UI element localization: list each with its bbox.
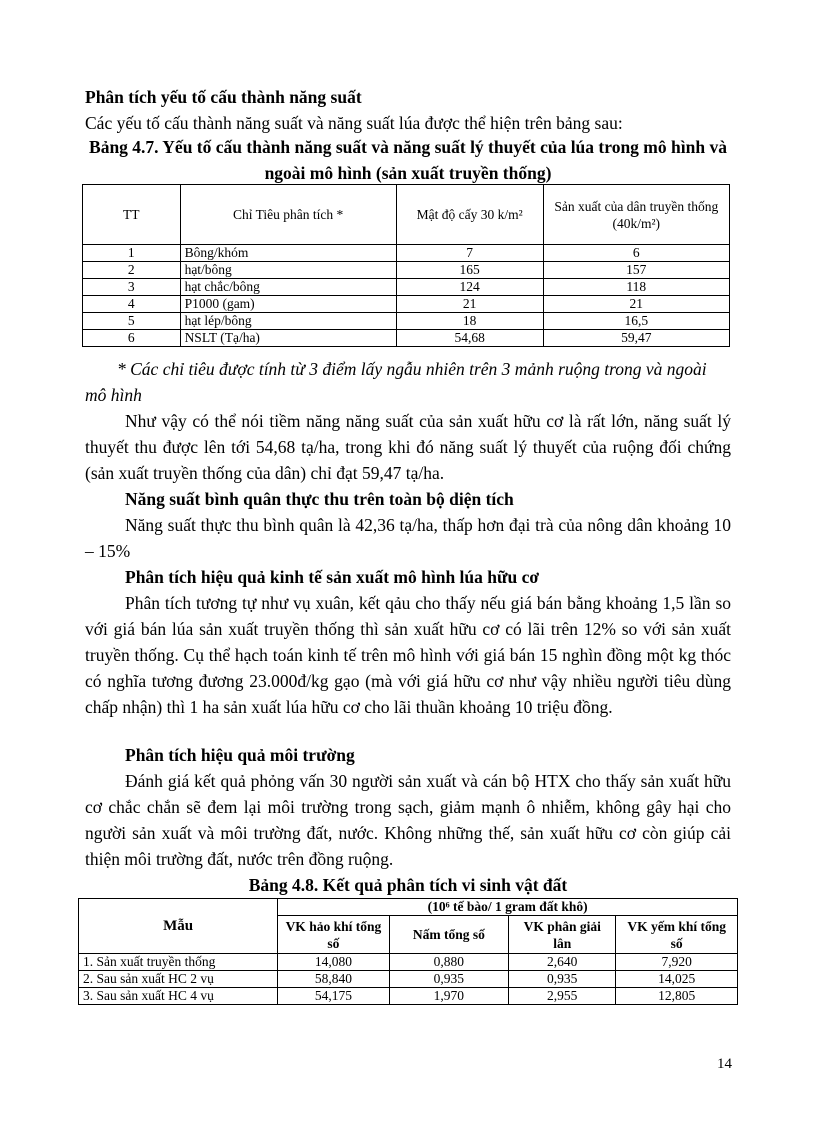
table-row — [83, 245, 730, 262]
cell-model: 124 — [396, 279, 543, 296]
cell-phosphate: 2,955 — [509, 988, 616, 1005]
table1-footnote: * Các chỉ tiêu được tính từ 3 điểm lấy ngẫu nhiên trên 3 mảnh ruộng trong và ngoài mô hình — [85, 359, 707, 405]
table-row — [83, 296, 730, 313]
cell-anaerobic: 12,805 — [616, 988, 738, 1005]
cell-indicator: P1000 (gam) — [180, 296, 396, 313]
paragraph-potential-yield: Như vậy có thể nói tiềm năng năng suất của sản xuất hữu cơ là rất lớn, năng suất lý thuyết thu được lên tới 54,68 tạ/ha, trong khi đó năng suất lý thuyết của ruộng đối chứng (sản xuất truyền thống của dân) chỉ đạt 59,47 tạ/ha. — [85, 411, 731, 483]
cell-anaerobic: 14,025 — [616, 971, 738, 988]
cell-sample: 2. Sau sản xuất HC 2 vụ — [79, 971, 278, 988]
cell-tt: 6 — [83, 330, 181, 347]
col-header-anaerobic: VK yếm khí tổng số — [616, 916, 738, 954]
cell-indicator: hạt chắc/bông — [180, 279, 396, 296]
cell-aerobic: 58,840 — [278, 971, 389, 988]
cell-indicator: NSLT (Tạ/ha) — [180, 330, 396, 347]
heading-environmental-efficiency: Phân tích hiệu quả môi trường — [125, 745, 355, 765]
heading-average-yield: Năng suất bình quân thực thu trên toàn bộ diện tích — [125, 489, 514, 509]
yield-components-table — [82, 184, 730, 347]
table-row — [83, 279, 730, 296]
paragraph-economic-efficiency: Phân tích tương tự như vụ xuân, kết qảu cho thấy nếu giá bán bằng khoảng 1,5 lần so với giá bán lúa sản xuất truyền thống thì sản xuất hữu cơ có lãi trên 12% so với sản xuất truyền thống. Cụ thể hạch toán kinh tế trên mô hình với giá bán 15 nghìn đồng một kg thóc có nghĩa tương đương 23.000đ/kg gạo (mà với giá hữu cơ như vậy nhiều người tiêu dùng chấp nhận) thì 1 ha sản xuất lúa hữu cơ cho lãi thuần khoảng 10 triệu đồng. — [85, 593, 731, 717]
cell-indicator: hạt/bông — [180, 262, 396, 279]
table2-title: Bảng 4.8. Kết quả phân tích vi sinh vật đất — [248, 875, 568, 895]
table-row — [83, 262, 730, 279]
cell-sample: 3. Sau sản xuất HC 4 vụ — [79, 988, 278, 1005]
cell-model: 21 — [396, 296, 543, 313]
cell-tt: 5 — [83, 313, 181, 330]
cell-fungi: 1,970 — [389, 988, 509, 1005]
cell-phosphate: 2,640 — [509, 954, 616, 971]
cell-fungi: 0,880 — [389, 954, 509, 971]
paragraph-average-yield: Năng suất thực thu bình quân là 42,36 tạ/ha, thấp hơn đại trà của nông dân khoảng 10 – 15% — [85, 515, 731, 561]
intro-text: Các yếu tố cấu thành năng suất và năng suất lúa được thể hiện trên bảng sau: — [85, 113, 623, 133]
cell-tt: 3 — [83, 279, 181, 296]
col-header-tt: TT — [83, 185, 181, 245]
col-header-fungi: Nấm tổng số — [389, 916, 509, 954]
cell-model: 7 — [396, 245, 543, 262]
table-row — [79, 988, 738, 1005]
cell-fungi: 0,935 — [389, 971, 509, 988]
table1-title: Bảng 4.7. Yếu tố cấu thành năng suất và năng suất lý thuyết của lúa trong mô hình và ngoài mô hình (sản xuất truyền thống) — [89, 137, 727, 183]
cell-phosphate: 0,935 — [509, 971, 616, 988]
col-header-sample: Mẫu — [79, 899, 278, 954]
table-row — [79, 954, 738, 971]
heading-yield-components: Phân tích yếu tố cấu thành năng suất — [85, 87, 362, 107]
heading-economic-efficiency: Phân tích hiệu quả kinh tế sản xuất mô hình lúa hữu cơ — [125, 567, 540, 587]
cell-tt: 2 — [83, 262, 181, 279]
soil-microbe-table — [78, 898, 738, 1005]
cell-aerobic: 14,080 — [278, 954, 389, 971]
page-number: 14 — [717, 1056, 732, 1072]
col-header-aerobic: VK hảo khí tổng số — [278, 916, 389, 954]
cell-model: 18 — [396, 313, 543, 330]
cell-farmer: 157 — [543, 262, 729, 279]
cell-farmer: 16,5 — [543, 313, 729, 330]
cell-farmer: 21 — [543, 296, 729, 313]
cell-farmer: 118 — [543, 279, 729, 296]
col-header-unit: (10⁶ tế bào/ 1 gram đất khô) — [278, 899, 738, 916]
cell-farmer: 6 — [543, 245, 729, 262]
cell-tt: 1 — [83, 245, 181, 262]
cell-tt: 4 — [83, 296, 181, 313]
col-header-farmer-line2: (40k/m²) — [612, 215, 661, 231]
cell-model: 54,68 — [396, 330, 543, 347]
cell-anaerobic: 7,920 — [616, 954, 738, 971]
cell-indicator: hạt lép/bông — [180, 313, 396, 330]
cell-aerobic: 54,175 — [278, 988, 389, 1005]
paragraph-environmental-efficiency: Đánh giá kết quả phỏng vấn 30 người sản xuất và cán bộ HTX cho thấy sản xuất hữu cơ chắc chắn sẽ đem lại môi trường trong sạch, giảm mạnh ô nhiễm, không gây hại cho người sản xuất và môi trường đất, nước. Không những thế, sản xuất hữu cơ còn giúp cải thiện môi trường đất, nước trên đồng ruộng. — [85, 771, 731, 869]
cell-sample: 1. Sản xuất truyền thống — [79, 954, 278, 971]
table-row — [79, 971, 738, 988]
cell-farmer: 59,47 — [543, 330, 729, 347]
col-header-indicator: Chỉ Tiêu phân tích * — [180, 185, 396, 245]
table-row — [83, 330, 730, 347]
cell-indicator: Bông/khóm — [180, 245, 396, 262]
cell-model: 165 — [396, 262, 543, 279]
col-header-model: Mật độ cấy 30 k/m² — [396, 185, 543, 245]
col-header-farmer-line1: Sản xuất của dân truyền thống — [554, 198, 719, 214]
col-header-phosphate: VK phân giải lân — [509, 916, 616, 954]
table-row — [83, 313, 730, 330]
col-header-farmer — [543, 185, 729, 245]
